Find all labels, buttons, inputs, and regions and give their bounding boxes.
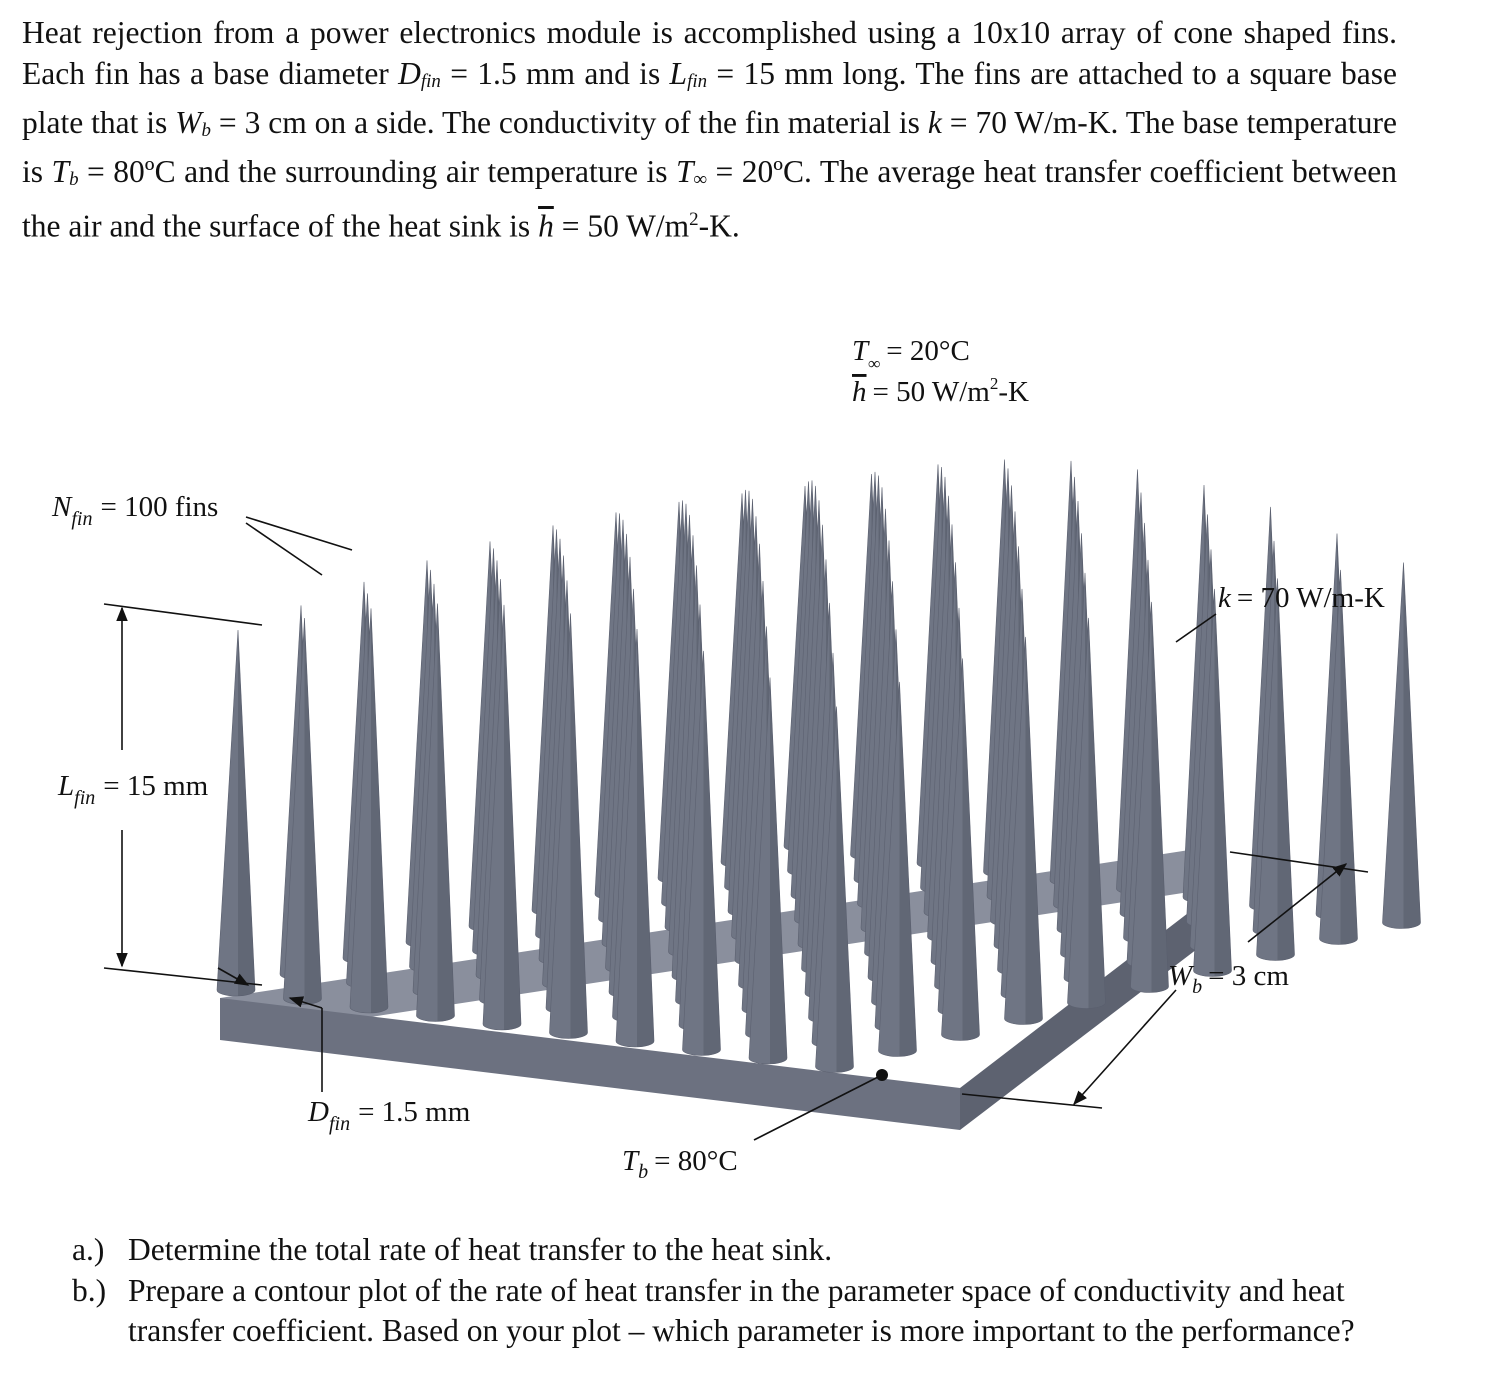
h-label: h = 50 $W/m^2-K$ <box>852 374 1029 408</box>
question-a: a.) Determine the total rate of heat transfer to the heat sink. <box>72 1232 833 1267</box>
k-label: k = 70 W/m-K <box>1218 582 1385 614</box>
tinf-label: $T_\infty = 20^\circ C$ <box>852 335 970 373</box>
question-b: b.) Prepare a contour plot of the rate of heat transfer in the parameter space of conductivity and heat transfer coefficient. Based on your plot – which parameter is more important to the performance? <box>72 1272 1355 1348</box>
cone-fin <box>217 630 255 996</box>
dfin-label: $D_{fin} = 1.5$ mm <box>308 1096 471 1135</box>
lfin-label: $L_{fin} = 15$ mm <box>58 770 209 809</box>
wb-label: $W_b = 3$ cm <box>1168 960 1289 998</box>
cone-fin <box>1383 563 1421 929</box>
problem-statement: Heat rejection from a power electronics module is accomplished using a 10x10 array of cone shaped fins. Each fin has a base diameter $D_{fin} = 1.5$ mm and is $L_{fin} = 15$ mm long. The fins are attached to a square base plate that is $W_b = 3$ cm on a side. The conductivity of the fin material is k = 70 W/m-K. The base temperature is $T_b$ = 80ºC and the surrounding air temperature is $T_\infty$ = 20ºC. The average heat transfer coefficient between the air and the surface of the heat sink is $\overline{h} = 50$ $W/m^2-K$. <box>22 15 1398 244</box>
tb-label: $T_b = 80^\circ C$ <box>622 1145 738 1183</box>
questions <box>72 1230 1402 1352</box>
base-temperature-point <box>876 1069 888 1081</box>
nfin-label: $N_{fin} = 100$ fins <box>52 491 219 530</box>
